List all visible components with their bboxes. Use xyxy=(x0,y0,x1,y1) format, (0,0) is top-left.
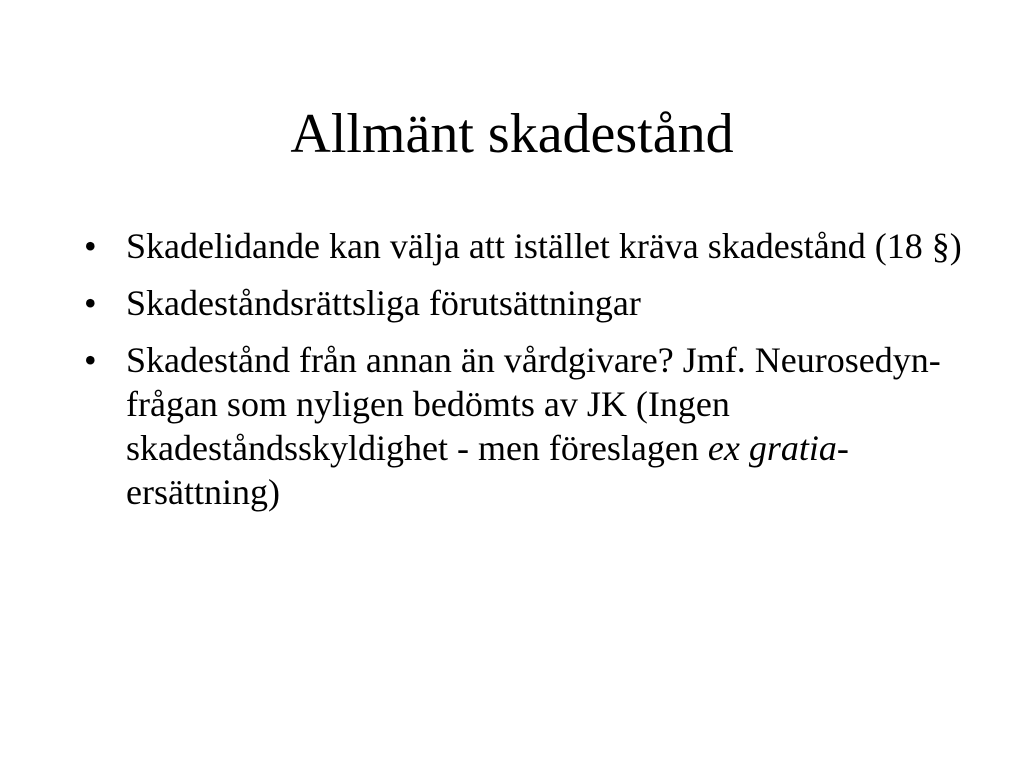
bullet-text: Skadeståndsrättsliga förutsättningar xyxy=(126,283,641,323)
bullet-item-2 xyxy=(84,281,964,325)
bullet-mark: • xyxy=(84,226,97,266)
bullet-text-before: Skadestånd från annan än vårdgivare? Jmf. Neurosedyn-frågan som nyligen bedömts av JK (Ingen skadeståndsskyldighet - men föreslagen xyxy=(126,340,941,468)
bullet-text-italic: ex gratia xyxy=(707,428,837,468)
bullet-mark: • xyxy=(84,283,97,323)
bullet-mark: • xyxy=(84,340,97,380)
bullet-text: Skadelidande kan välja att istället kräva skadestånd (18 §) xyxy=(126,226,962,266)
bullet-item-3 xyxy=(84,338,964,514)
bullet-item-1 xyxy=(84,224,964,268)
bullet-text-after: -ersättning) xyxy=(126,428,849,512)
bullet-list xyxy=(84,224,964,527)
slide-title: Allmänt skadestånd xyxy=(290,103,734,165)
bullet-text xyxy=(126,340,941,512)
